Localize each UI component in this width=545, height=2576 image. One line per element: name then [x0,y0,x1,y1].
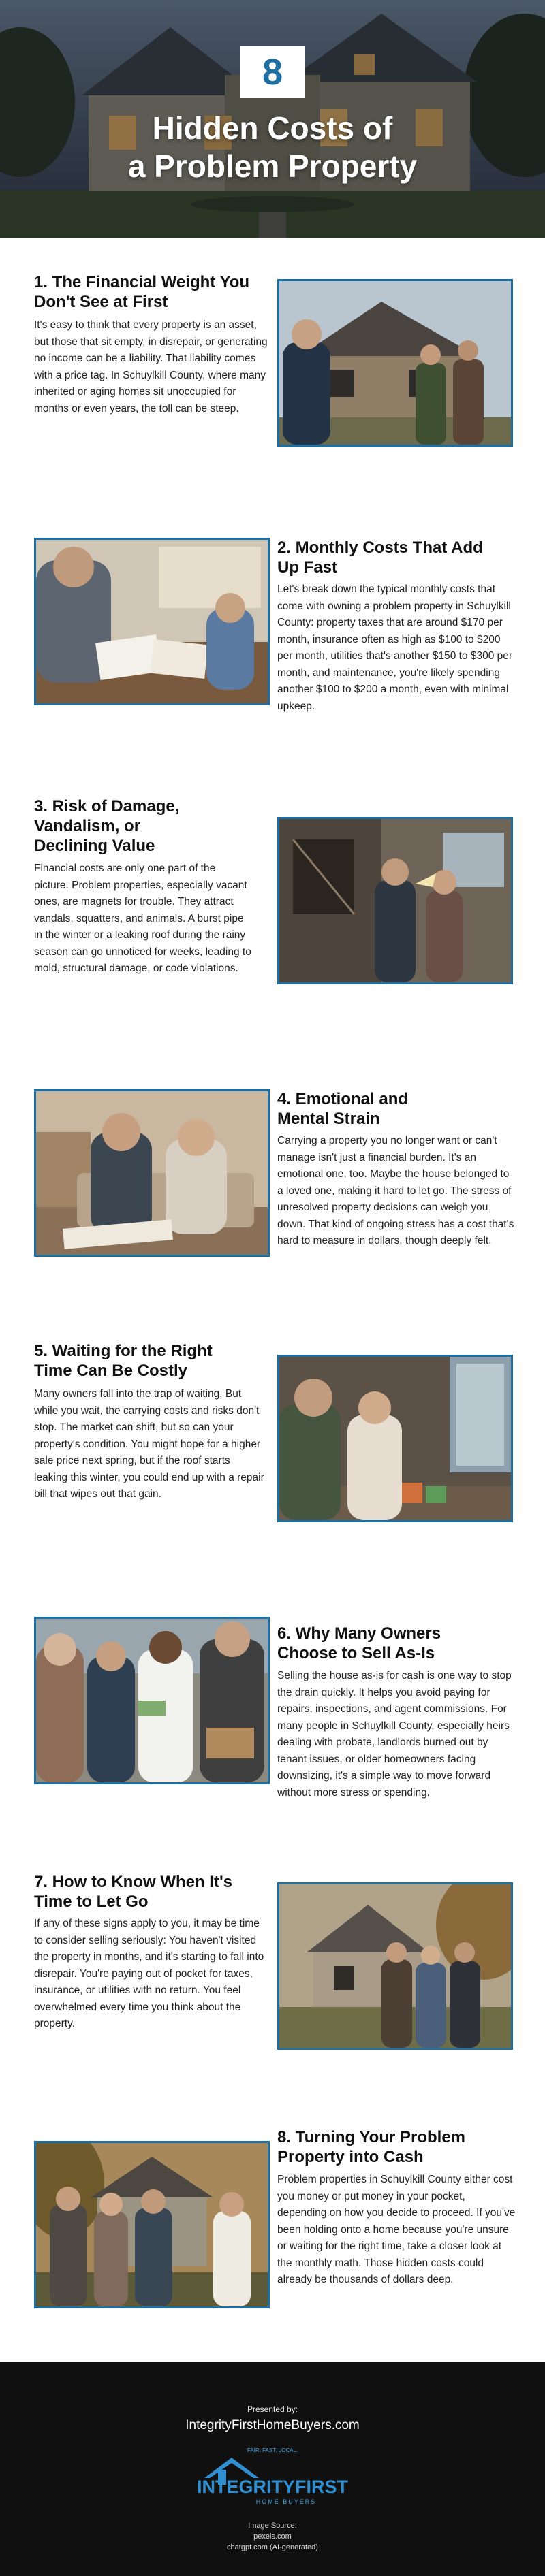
section-4-heading [277,1089,516,1129]
logo-roof-icon [204,2458,259,2478]
section-8-heading [277,2127,516,2167]
couple-in-leaking-room-photo [279,1357,511,1520]
section-3-heading [34,796,238,856]
section-6-heading-line-1: 6. Why Many Owners [277,1624,441,1643]
section-7-heading [34,1872,272,1912]
image-source-1: pexels.com [253,2532,292,2541]
section-5-heading-line-1: 5. Waiting for the Right [34,1342,213,1360]
family-outside-old-house-photo [36,2143,268,2306]
section-6-heading [277,1624,516,1663]
image-source-label: Image Source: [248,2522,297,2530]
footer [0,2362,545,2576]
logo-tagline: FAIR. FAST. LOCAL. [247,2447,298,2453]
section-5-heading-line-2: Time Can Be Costly [34,1362,187,1380]
couple-inspecting-damaged-house-photo [279,819,511,982]
section-3 [0,790,545,1062]
section-4-heading-line-2: Mental Strain [277,1110,380,1128]
section-7-heading-line-2: Time to Let Go [34,1893,149,1911]
section-3-heading-line-1: 3. Risk of Damage, [34,797,180,816]
section-4-body: Carrying a property you no longer want or can't manage isn't just a financial burden. It's an emotional one, too. Maybe the house belonged to a loved one, making it hard to let go. The stress of unresolved property decisions can weigh you down. That kind of ongoing stress has a cost that's hard to measure in dollars, though deeply felt. [277,1135,514,1246]
section-7-heading-line-1: 7. How to Know When It's [34,1873,233,1891]
section-3-heading-line-3: Declining Value [34,837,155,855]
section-3-heading-line-2: Vandalism, or [34,817,141,835]
section-6-body: Selling the house as-is for cash is one way to stop the drain quickly. It helps you avoid paying for repairs, inspections, and agent commissions. For many people in Schuylkill County, especially heirs dealing with probate, landlords burned out by tenant issues, or older homeowners facing downsizing, it's a simple way to move forward without more stress or spending. [277,1670,512,1799]
section-7 [0,1872,545,2117]
section-1-heading-line-1: 1. The Financial Weight You [34,273,250,291]
presented-by-label: Presented by: [247,2404,298,2414]
section-5-heading [34,1341,272,1381]
section-4-heading-line-1: 4. Emotional and [277,1090,409,1108]
section-8-heading-line-1: 8. Turning Your Problem [277,2128,466,2146]
section-4-image [34,1089,270,1257]
section-7-image [277,1882,513,2050]
image-source-2: chatgpt.com (AI-generated) [227,2543,318,2551]
section-1-body: It's easy to think that every property is an asset, but those that sit empty, in disrepair, or generating no income can be a liability. That liability comes with a price tag. In Schuylkill County, where many inherited or aging homes sit unoccupied for months or even years, the toll can be steep. [34,319,268,415]
people-in-front-of-neglected-house-photo [279,1884,511,2048]
website-link[interactable]: IntegrityFirstHomeBuyers.com [185,2418,360,2432]
logo-name: INTEGRITYFIRST [197,2477,348,2497]
section-7-body: If any of these signs apply to you, it may be time to consider selling seriously: You haven't visited the property in months, and it's starting to fall into disrepair. You're paying out of pocket for taxes, insurance, or utilities with no return. You feel overwhelmed every time you think about the property. [34,1918,264,2029]
section-5 [0,1327,545,1600]
section-6-image [34,1617,270,1784]
section-2-heading [277,538,516,577]
section-3-body: Financial costs are only one part of the picture. Problem properties, especially vacant ones, are magnets for trouble. They attract vandals, squatters, and animals. A burst pipe in the winter or a leaking roof during the rainy season can go unnoticed for weeks, leading to mold, structural damage, or code violations. [34,863,251,974]
integrity-first-logo [191,2443,354,2517]
section-2-heading-line-1: 2. Monthly Costs That Add [277,538,483,557]
hero-banner [0,0,545,238]
section-2-image [34,538,270,705]
section-1-heading-line-2: Don't See at First [34,293,168,311]
section-8-heading-line-2: Property into Cash [277,2148,424,2166]
man-at-run-down-house-photo [279,281,511,445]
section-8-image [34,2141,270,2308]
stressed-couple-on-couch-photo [36,1091,268,1255]
page-title [0,109,545,185]
section-4 [0,1062,545,1327]
section-1-image [277,279,513,447]
man-reviewing-bills-photo [36,540,268,703]
section-2-body: Let's break down the typical monthly costs that come with owning a problem property in Schuylkill County: property taxes that are around $170 per month, insurance often as high as $100 to $200 per month, utilities that's another $150 to $300 per month, and maintenance, you're likely spending another $100 to $200 a month, even with minimal upkeep. [277,583,513,712]
section-2 [0,524,545,790]
section-5-body: Many owners fall into the trap of waiting. But while you wait, the carrying costs and risks don't stop. The market can shift, but so can your property's condition. You might hope for a higher sale price next spring, but if the roof starts leaking this winter, you could end up with a repair bill that wipes out that gain. [34,1388,264,1500]
number-badge: 8 [240,46,305,98]
section-2-heading-line-2: Up Fast [277,558,338,577]
section-1 [0,238,545,524]
section-6-heading-line-2: Choose to Sell As-Is [277,1644,435,1662]
section-3-image [277,817,513,984]
logo-subtitle: HOME BUYERS [255,2498,317,2505]
section-1-heading [34,272,272,312]
cash-sale-handshake-photo [36,1619,268,1782]
section-8-body: Problem properties in Schuylkill County either cost you money or put money in your pocket, depending on how you decide to proceed. If you've been holding onto a home because you're unsure or waiting for the right time, take a closer look at the monthly math. Those hidden costs could already be thousands of dollars deep. [277,2174,516,2285]
section-6 [0,1600,545,1872]
page-title-line-2: a Problem Property [127,148,418,184]
page-title-line-1: Hidden Costs of [152,110,393,146]
section-8 [0,2117,545,2362]
section-5-image [277,1355,513,1522]
